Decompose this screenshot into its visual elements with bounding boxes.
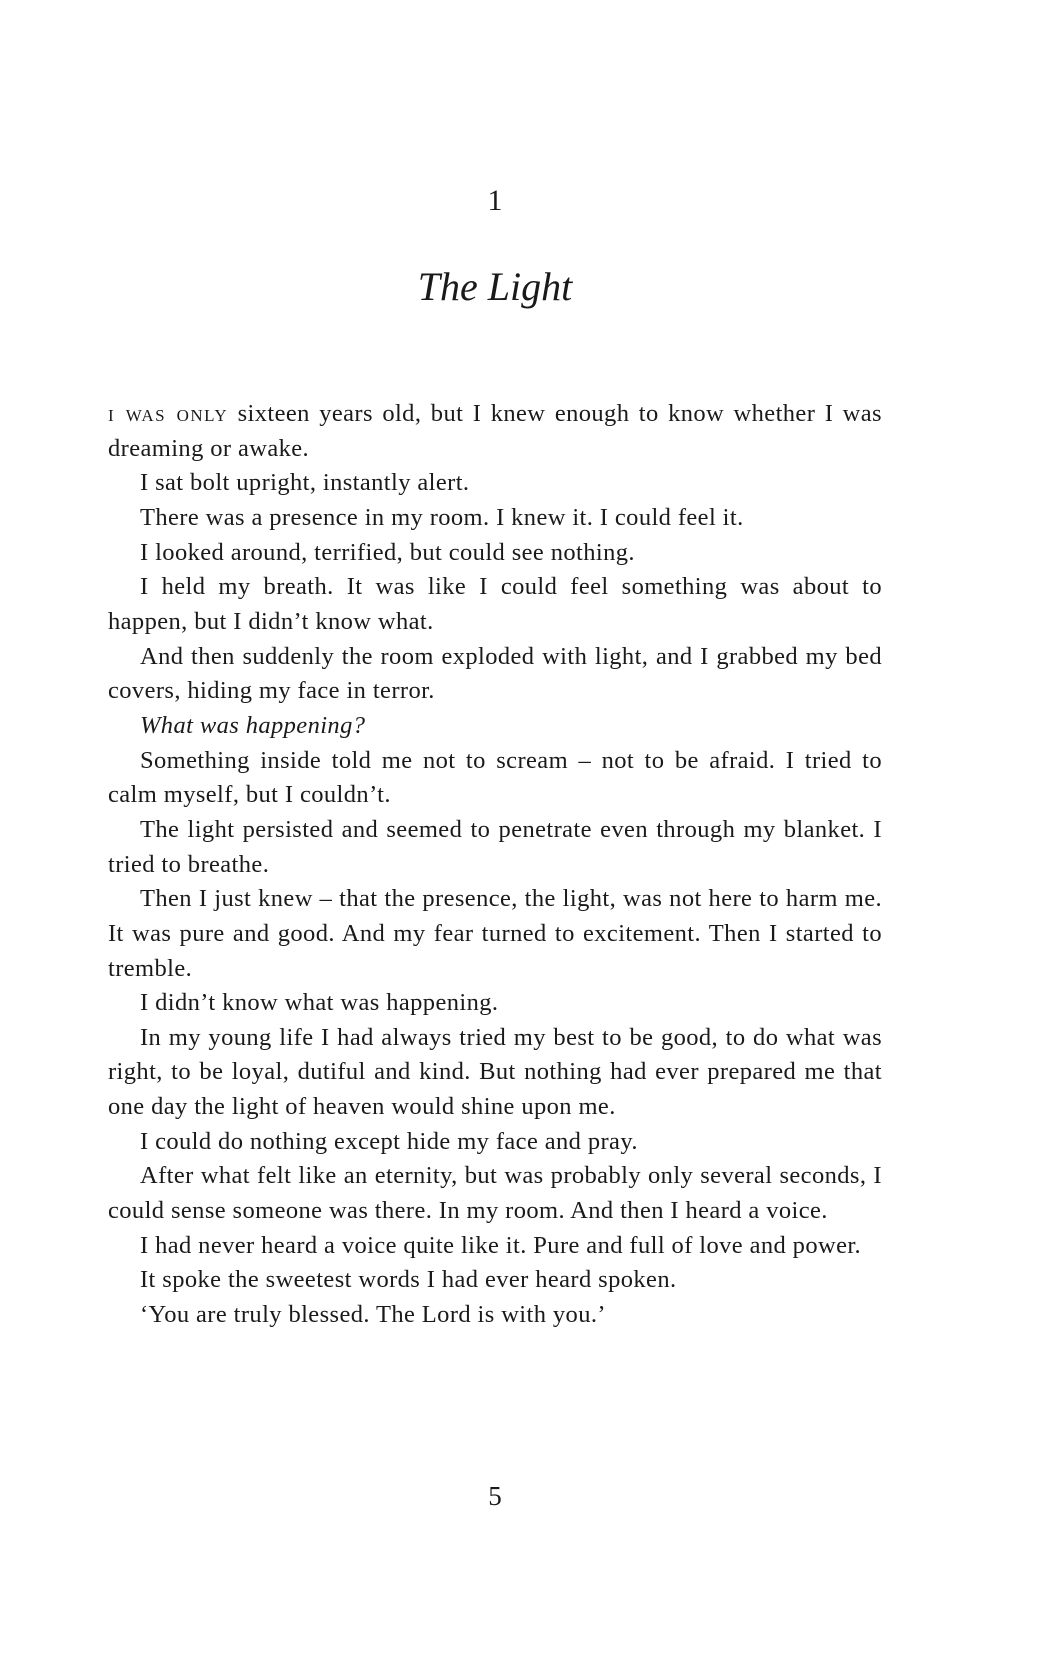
opening-rest: sixteen years old, but I knew enough to know whether I was dreaming or awake. — [108, 400, 882, 462]
opening-paragraph — [108, 397, 882, 466]
paragraph: ‘You are truly blessed. The Lord is with you.’ — [140, 1301, 606, 1329]
paragraph: I looked around, terrified, but could see nothing. — [140, 538, 635, 566]
paragraph: The light persisted and seemed to penetrate even through my blanket. I tried to breathe. — [108, 815, 882, 878]
paragraph: I held my breath. It was like I could feel something was about to happen, but I didn’t know what. — [108, 573, 882, 635]
paragraph: I had never heard a voice quite like it. Pure and full of love and power. — [140, 1231, 862, 1259]
paragraph: I sat bolt upright, instantly alert. — [140, 469, 470, 497]
paragraph: Something inside told me not to scream – not to be afraid. I tried to calm myself, but I couldn’t. — [108, 746, 882, 809]
body-text — [108, 397, 882, 1333]
paragraph: I didn’t know what was happening. — [140, 989, 499, 1017]
paragraph: I could do nothing except hide my face and pray. — [140, 1127, 638, 1155]
paragraph: There was a presence in my room. I knew it. I could feel it. — [140, 503, 744, 531]
paragraph: And then suddenly the room exploded with light, and I grabbed my bed covers, hiding my face in terror. — [108, 642, 882, 705]
opening-lead-in: i was only — [108, 400, 229, 427]
paragraph: It spoke the sweetest words I had ever heard spoken. — [140, 1266, 677, 1294]
page-number: 5 — [488, 1481, 502, 1511]
paragraph: What was happening? — [140, 711, 366, 739]
chapter-title: The Light — [417, 264, 573, 309]
paragraph: Then I just knew – that the presence, the light, was not here to harm me. It was pure and good. And my fear turned to excitement. Then I started to tremble. — [108, 885, 882, 982]
paragraph: In my young life I had always tried my best to be good, to do what was right, to be loyal, dutiful and kind. But nothing had ever prepared me that one day the light of heaven would shine upon me. — [108, 1023, 882, 1121]
paragraph: After what felt like an eternity, but was probably only several seconds, I could sense someone was there. In my room. And then I heard a voice. — [108, 1162, 882, 1225]
chapter-number: 1 — [487, 184, 503, 217]
